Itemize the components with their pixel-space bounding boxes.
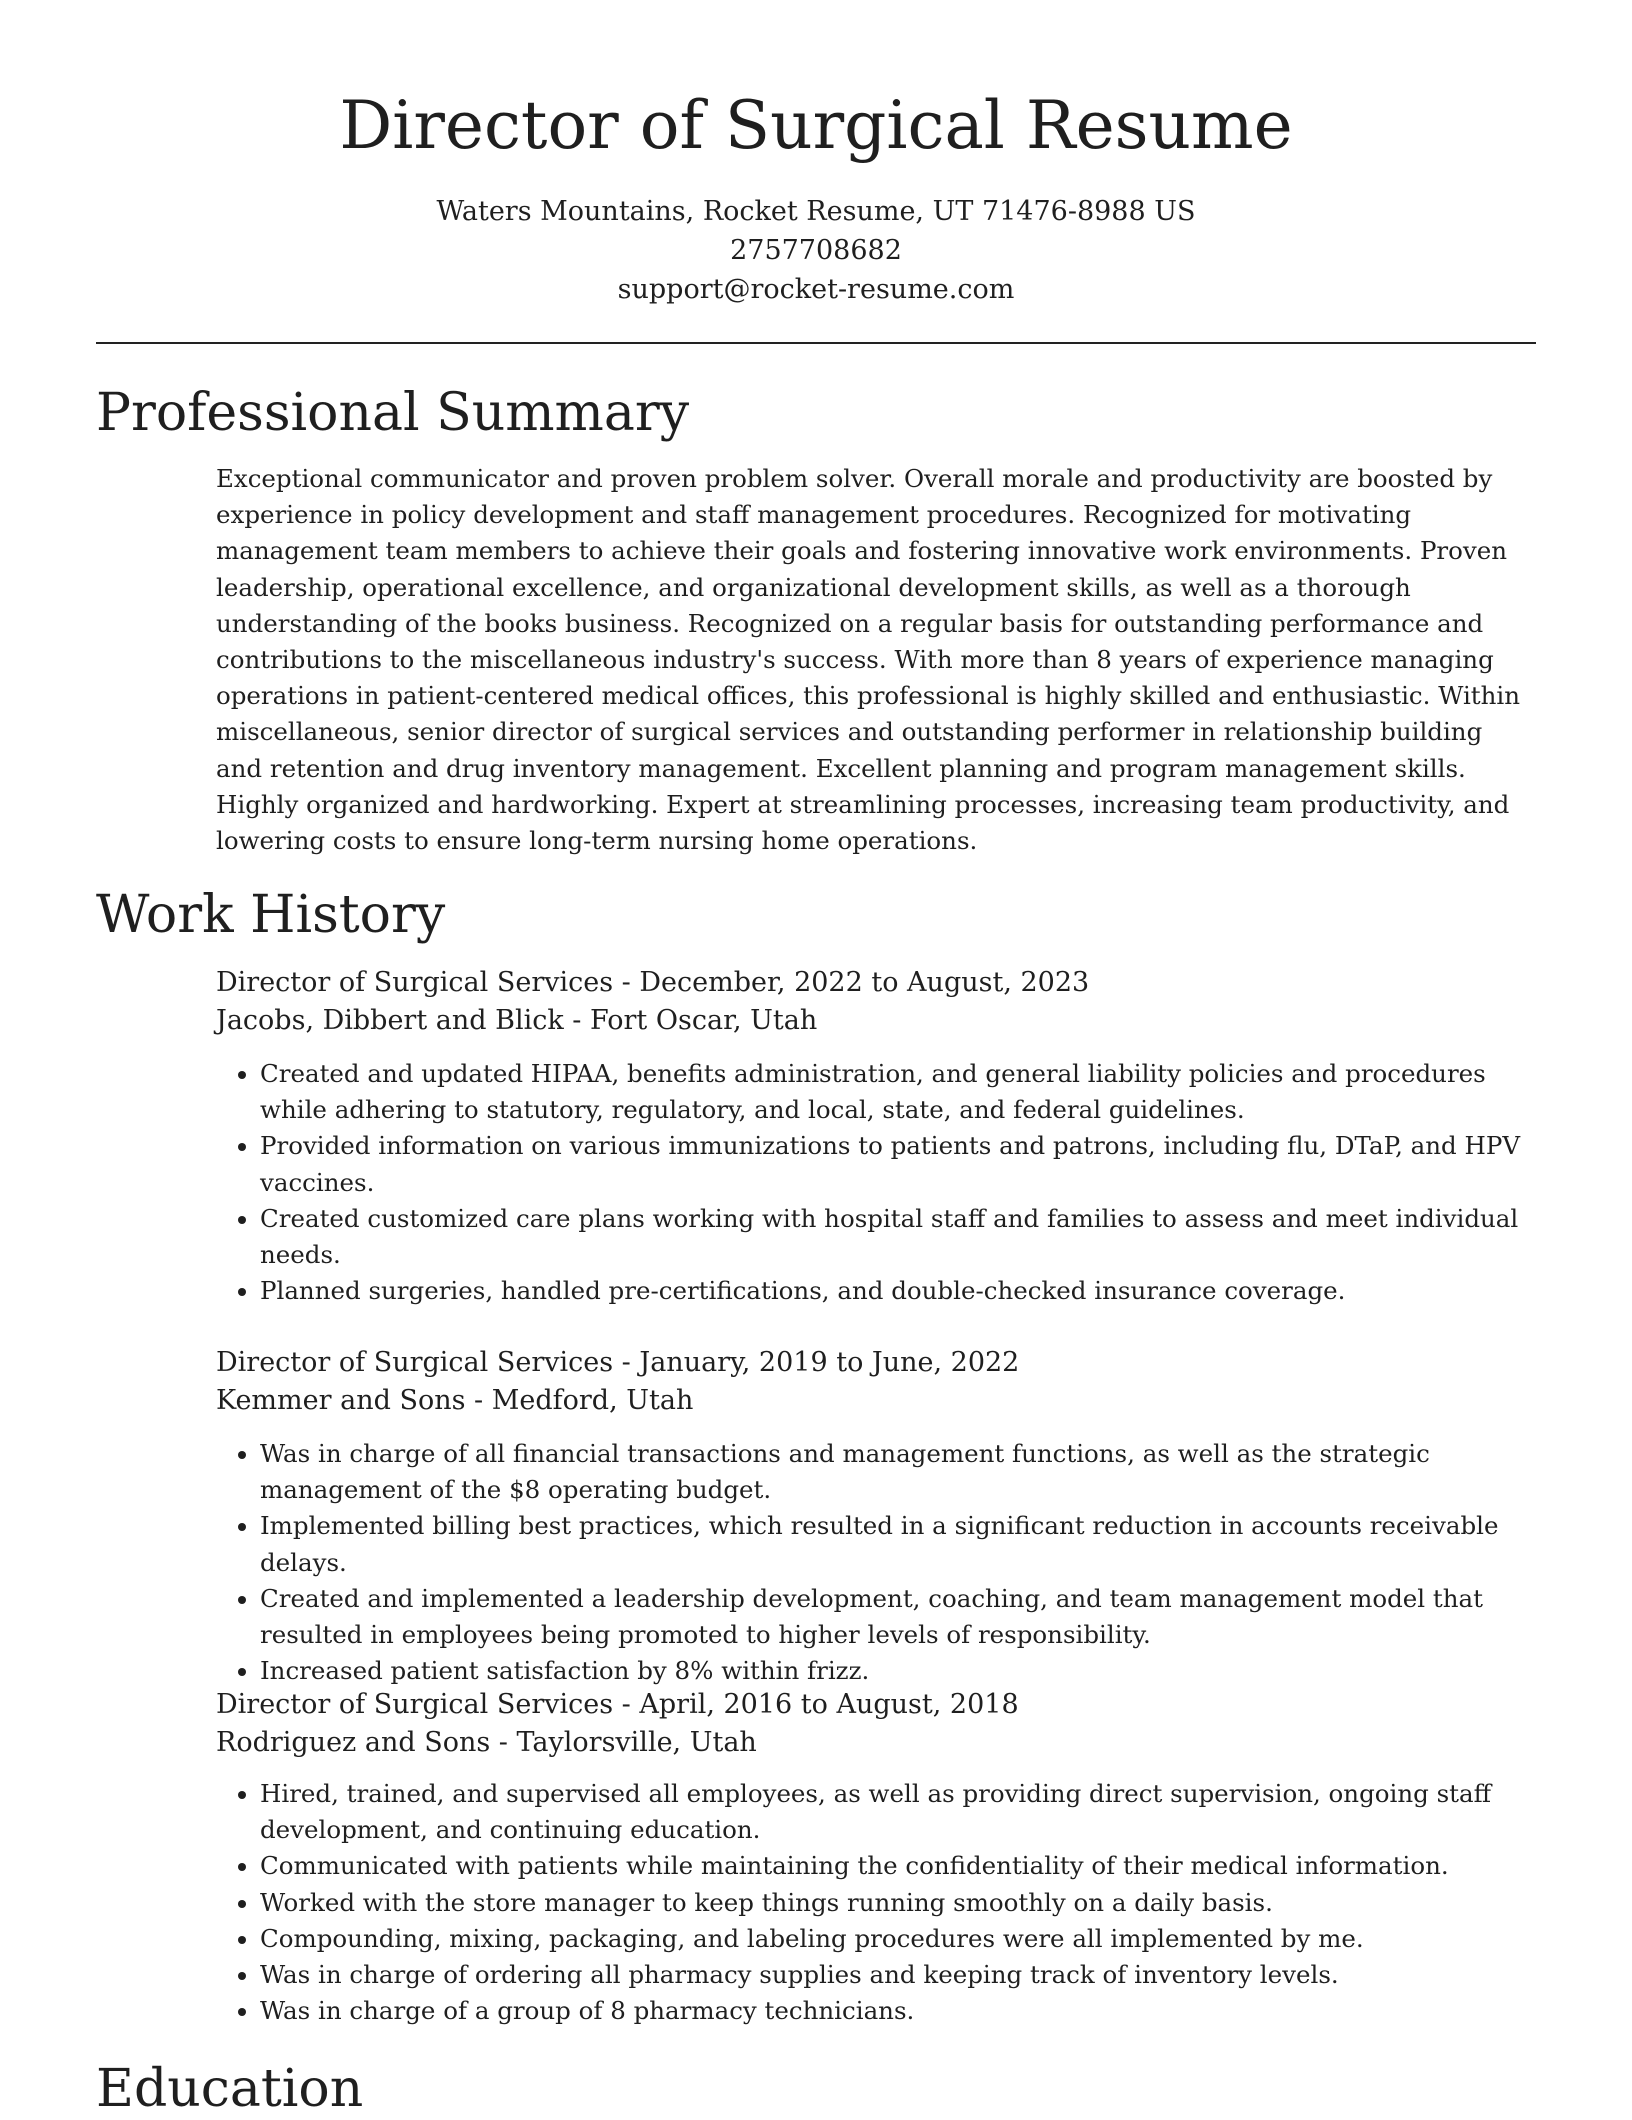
job-entry-1 <box>216 964 1536 1309</box>
work-history-heading: Work History <box>96 885 446 945</box>
duty-item: • Implemented billing best practices, which resulted in a significant reduction in accounts receivable delays. <box>260 1508 1536 1580</box>
contact-info <box>0 192 1632 309</box>
summary-text: Exceptional communicator and proven problem solver. Overall morale and productivity are boosted by experience in policy development and staff management procedures. Recognized for motivating management team members to achieve their goals and fostering innovative work environments. Proven leadership, operational excellence, and organizational development skills, as well as a thorough understanding of the books business. Recognized on a regular basis for outstanding performance and contributions to the miscellaneous industry's success. With more than 8 years of experience managing operations in patient-centered medical offices, this professional is highly skilled and enthusiastic. Within miscellaneous, senior director of surgical services and outstanding performer in relationship building and retention and drug inventory management. Excellent planning and program management skills. Highly organized and hardworking. Expert at streamlining processes, increasing team productivity, and lowering costs to ensure long-term nursing home operations. <box>216 464 1521 856</box>
duty-item: • Worked with the store manager to keep things running smoothly on a daily basis. <box>260 1885 1536 1921</box>
job-company: Kemmer and Sons <box>216 1385 466 1416</box>
duty-item: • Was in charge of all financial transactions and management functions, as well as the strategic management of the $8 operating budget. <box>260 1436 1536 1508</box>
duty-item: • Created and implemented a leadership development, coaching, and team management model that resulted in employees being promoted to higher levels of responsibility. <box>260 1581 1536 1653</box>
summary-block <box>216 461 1536 859</box>
duty-item: • Compounding, mixing, packaging, and labeling procedures were all implemented by me. <box>260 1921 1536 1957</box>
duty-item: • Hired, trained, and supervised all employees, as well as providing direct supervision, ongoing staff development, and continuing education. <box>260 1776 1536 1848</box>
contact-address: Waters Mountains, Rocket Resume, UT 71476-8988 US <box>436 196 1196 227</box>
job-location: - Fort Oscar, Utah <box>563 1005 818 1036</box>
job-title: Director of Surgical Services <box>216 1689 614 1720</box>
job-company-line <box>216 1002 1536 1040</box>
job-title: Director of Surgical Services <box>216 967 614 998</box>
job-company-line <box>216 1724 1536 1762</box>
job-location: - Medford, Utah <box>465 1385 694 1416</box>
contact-phone: 2757708682 <box>730 235 902 266</box>
job-duties <box>216 1056 1536 1309</box>
duty-item: • Planned surgeries, handled pre-certifications, and double-checked insurance coverage. <box>260 1273 1536 1309</box>
duty-item: • Increased patient satisfaction by 8% within frizz. <box>260 1653 1536 1689</box>
duty-item: • Provided information on various immunizations to patients and patrons, including flu, DTaP, and HPV vaccines. <box>260 1128 1536 1200</box>
job-duties <box>216 1776 1536 2029</box>
job-title: Director of Surgical Services <box>216 1347 614 1378</box>
job-title-line <box>216 1686 1536 1724</box>
education-heading: Education <box>96 2059 364 2119</box>
resume-title: Director of Surgical Resume <box>339 87 1293 164</box>
job-location: - Taylorsville, Utah <box>490 1727 757 1758</box>
job-title-line <box>216 1344 1536 1382</box>
duty-item: • Was in charge of ordering all pharmacy supplies and keeping track of inventory levels. <box>260 1957 1536 1993</box>
job-entry-2 <box>216 1344 1536 1689</box>
duty-item: • Was in charge of a group of 8 pharmacy technicians. <box>260 1993 1536 2029</box>
job-company: Rodriguez and Sons <box>216 1727 491 1758</box>
contact-email: support@rocket-resume.com <box>617 274 1015 305</box>
job-duties <box>216 1436 1536 1689</box>
job-entry-3 <box>216 1686 1536 2029</box>
summary-heading: Professional Summary <box>96 383 690 443</box>
duty-item: • Created and updated HIPAA, benefits administration, and general liability policies and procedures while adhering to statutory, regulatory, and local, state, and federal guidelines. <box>260 1056 1536 1128</box>
job-dates: - January, 2019 to June, 2022 <box>613 1347 1020 1378</box>
job-dates: - December, 2022 to August, 2023 <box>613 967 1090 998</box>
job-company: Jacobs, Dibbert and Blick <box>216 1005 564 1036</box>
duty-item: • Created customized care plans working with hospital staff and families to assess and meet individual needs. <box>260 1201 1536 1273</box>
header-divider <box>96 342 1536 344</box>
job-company-line <box>216 1382 1536 1420</box>
job-dates: - April, 2016 to August, 2018 <box>613 1689 1019 1720</box>
duty-item: • Communicated with patients while maintaining the confidentiality of their medical information. <box>260 1848 1536 1884</box>
job-title-line <box>216 964 1536 1002</box>
